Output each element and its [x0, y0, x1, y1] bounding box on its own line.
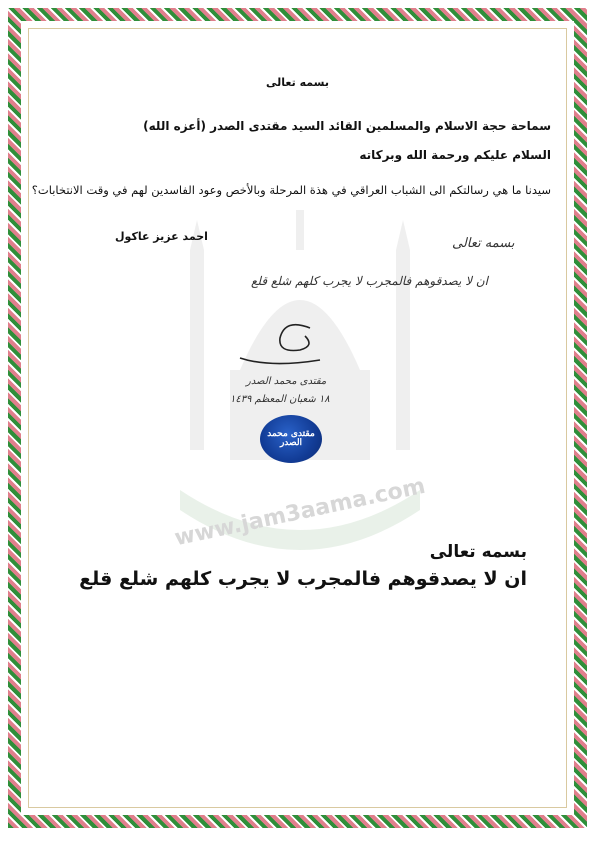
seal-text: مقتدى محمد الصدر [267, 429, 315, 448]
greeting-line: السلام عليكم ورحمة الله وبركاته [359, 148, 551, 162]
printed-answer-text: ان لا يصدقوهم فالمجرب لا يجرب كلهم شلع قلع [79, 568, 527, 590]
question-text: سيدنا ما هي رسالتكم الى الشباب العراقي في هذة المرحلة وبالأخص وعود الفاسدين لهم في وقت الانتخابات؟ [31, 183, 551, 197]
signature-scribble-icon [230, 318, 330, 378]
signature-name: مقتدى محمد الصدر [246, 376, 327, 387]
asker-name: احمد عزيز عاكول [115, 230, 208, 243]
addressee-line: سماحة حجة الاسلام والمسلمين القائد السيد مقتدى الصدر (أعزه الله) [143, 119, 551, 133]
official-seal-stamp [260, 415, 322, 463]
handwritten-answer: ان لا يصدقوهم فالمجرب لا يجرب كلهم شلع قلع [250, 274, 488, 288]
signature-block [230, 318, 330, 428]
printed-basmala: بسمه تعالى [429, 542, 527, 562]
document-basmala: بسمه تعالى [266, 76, 329, 89]
watermark-url: www.jam3aama.com [172, 473, 428, 552]
signature-date: ١٨ شعبان المعظم ١٤٣٩ [230, 394, 330, 405]
handwritten-basmala: بسمه تعالى [452, 236, 515, 251]
